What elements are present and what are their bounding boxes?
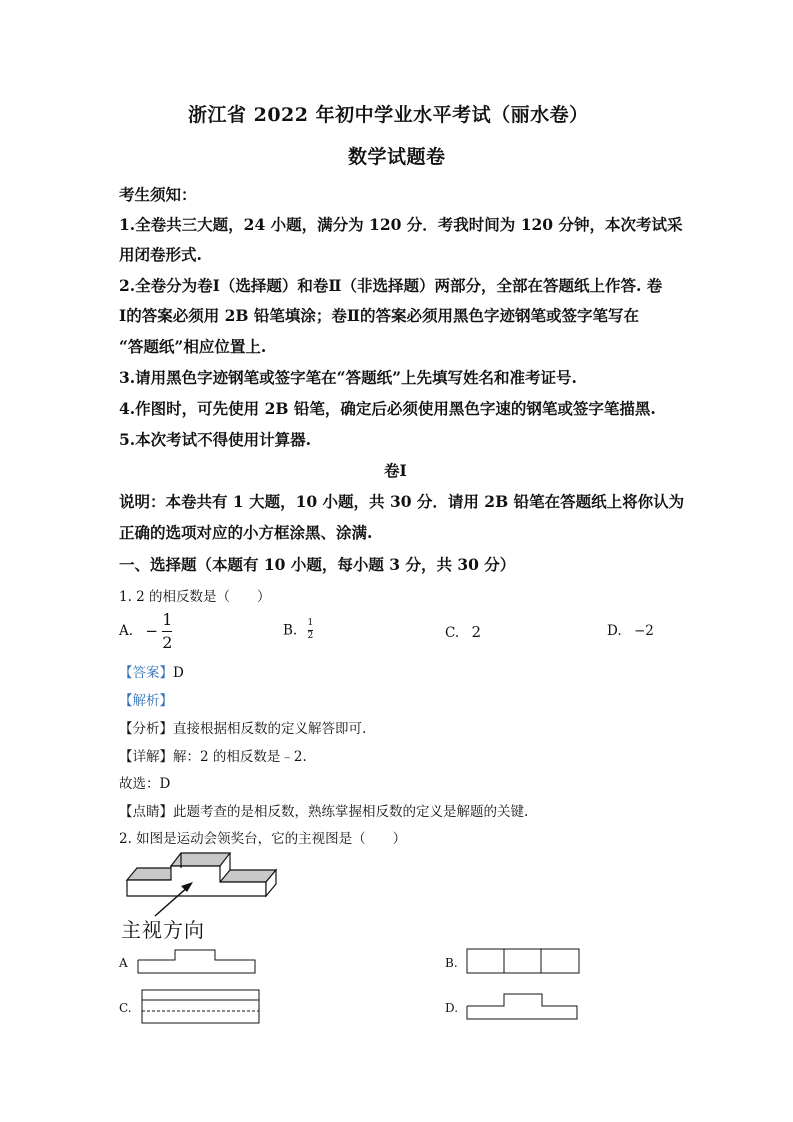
- volume-note-line: 说明：本卷共有 1 大题，10 小题，共 30 分．请用 2B 铅笔在答题纸上将你认为: [119, 492, 685, 511]
- option-value: −2: [633, 623, 654, 639]
- q2-option-c-label: C.: [119, 1001, 132, 1015]
- notice-heading: 考生须知：: [119, 185, 197, 204]
- analysis-detail: 【详解】解：2 的相反数是﹣2.: [119, 749, 307, 765]
- numerator: 1: [162, 610, 173, 629]
- fraction-bar: [162, 631, 172, 632]
- fraction: [308, 619, 314, 642]
- question-2-stem: 2. 如图是运动会领奖台，它的主视图是（ ）: [119, 831, 407, 847]
- section-heading: 一、选择题（本题有 10 小题，每小题 3 分，共 30 分）: [119, 555, 516, 574]
- page-title: 浙江省 2022 年初中学业水平考试（丽水卷）: [188, 104, 589, 126]
- q2-option-b-figure: [466, 948, 581, 976]
- q2-option-a-label: A: [119, 956, 128, 970]
- q1-option-c: [445, 623, 481, 641]
- analysis-fenxi: 【分析】直接根据相反数的定义解答即可.: [119, 721, 367, 737]
- answer-tag: 【答案】: [119, 665, 173, 681]
- numerator: 1: [307, 618, 314, 628]
- q1-option-b: [283, 619, 313, 642]
- denominator: 2: [307, 630, 314, 641]
- answer-line: [119, 661, 184, 681]
- notice-line: 4.作图时，可先使用 2B 铅笔，确定后必须使用黑色字速的钢笔或签字笔描黑.: [119, 399, 656, 418]
- analysis-tag: 【解析】: [119, 693, 173, 709]
- notice-line: 用闭卷形式.: [119, 245, 202, 264]
- denominator: 2: [162, 632, 173, 652]
- analysis-comment: 【点睛】此题考查的是相反数，熟练掌握相反数的定义是解题的关键.: [119, 804, 529, 820]
- q2-option-c-figure: [141, 989, 261, 1025]
- page-subtitle: 数学试题卷: [348, 146, 446, 168]
- notice-line: 5.本次考试不得使用计算器.: [119, 430, 312, 449]
- option-label: B.: [283, 622, 298, 639]
- notice-line: “答题纸”相应位置上.: [119, 337, 267, 356]
- direction-label: 主视方向: [121, 918, 205, 942]
- q2-option-d-label: D.: [445, 1001, 459, 1015]
- q2-option-a-figure: [137, 948, 257, 976]
- volume-note-line: 正确的选项对应的小方框涂黑、涂满.: [119, 523, 373, 542]
- notice-line: 3.请用黑色字迹钢笔或签字笔在“答题纸”上先填写姓名和准考证号.: [119, 368, 577, 387]
- notice-line: 2.全卷分为卷Ⅰ（选择题）和卷Ⅱ（非选择题）两部分，全部在答题纸上作答. 卷: [119, 276, 663, 295]
- volume-label: 卷Ⅰ: [384, 461, 407, 480]
- notice-line: 1.全卷共三大题，24 小题，满分为 120 分．考我时间为 120 分钟，本次考试采: [119, 215, 683, 234]
- q1-option-d: [607, 623, 654, 639]
- option-label: A.: [119, 623, 134, 640]
- option-value: 2: [471, 623, 481, 641]
- q2-option-d-figure: [466, 992, 581, 1022]
- minus-sign: −: [145, 622, 158, 641]
- option-label: D.: [607, 623, 622, 639]
- answer-value: D: [173, 665, 184, 681]
- notice-line: Ⅰ的答案必须用 2B 铅笔填涂；卷Ⅱ的答案必须用黑色字迹钢笔或签字笔写在: [119, 306, 639, 325]
- fraction: [162, 611, 172, 651]
- q1-option-a: [119, 611, 172, 651]
- question-1-stem: 1. 2 的相反数是（ ）: [119, 589, 271, 605]
- q2-option-b-label: B.: [445, 956, 458, 970]
- option-label: C.: [445, 625, 460, 641]
- analysis-choice: 故选：D: [119, 776, 171, 792]
